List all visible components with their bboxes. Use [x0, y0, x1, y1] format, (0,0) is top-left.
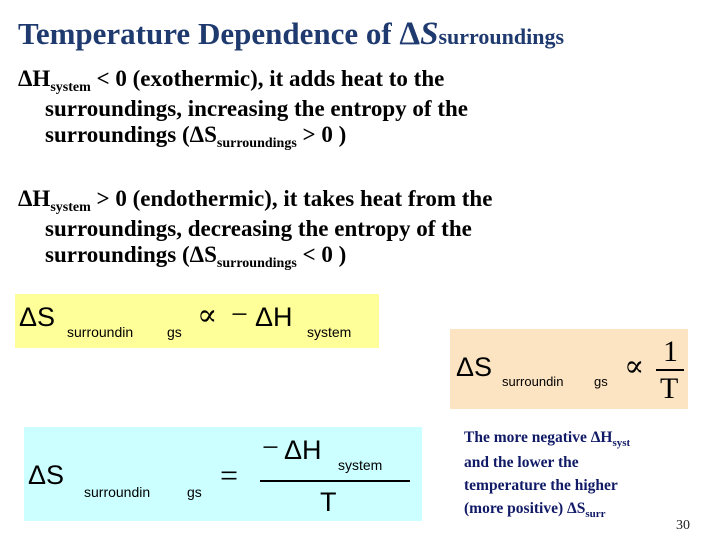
- eq2-sub-b: gs: [594, 374, 608, 389]
- para1-line2: surroundings, increasing the entropy of the: [45, 96, 468, 121]
- eq1-minus: −: [231, 298, 248, 331]
- para1-sub3: surroundings: [216, 136, 297, 151]
- eq3-num-sub: system: [338, 457, 383, 473]
- eq1-sub-a: surroundin: [67, 324, 134, 340]
- eq2-lhs: ΔS: [456, 352, 493, 382]
- slide-title: [18, 16, 564, 53]
- title-subscript: surroundings: [438, 24, 565, 49]
- eq3-sub-b: gs: [187, 484, 202, 500]
- title-text: Temperature Dependence of: [18, 16, 400, 51]
- eq3-denominator: T: [320, 487, 337, 517]
- note-text4: (more positive) ΔS: [464, 500, 586, 517]
- page-number: 30: [676, 518, 690, 533]
- eq1-sub-b: gs: [167, 324, 182, 340]
- proportional-temperature-equation: [450, 329, 688, 409]
- note-sub4: surr: [585, 508, 606, 520]
- explanation-note: [464, 426, 704, 522]
- eq2-denominator: T: [660, 372, 679, 405]
- eq2-proportional: ∝: [624, 350, 645, 383]
- para2-text1: > 0 (endothermic), it takes heat from the: [90, 186, 493, 211]
- note-text1: The more negative ΔH: [464, 429, 613, 446]
- para2-text3a: surroundings (ΔS: [45, 242, 217, 267]
- eq1-proportional: ∝: [197, 299, 218, 332]
- eq2-numerator: 1: [663, 335, 678, 368]
- endothermic-paragraph: [18, 186, 492, 272]
- para2-sub3: surroundings: [216, 256, 297, 271]
- note-line2: and the lower the: [464, 454, 579, 471]
- para1-dh: ΔH: [18, 66, 51, 91]
- proportional-enthalpy-equation: [15, 294, 379, 348]
- title-s: S: [420, 16, 439, 52]
- para2-line2: surroundings, decreasing the entropy of the: [45, 216, 472, 241]
- para2-line3: [18, 242, 492, 272]
- eq1-lhs: ΔS: [19, 302, 56, 332]
- para2-line1: [18, 186, 492, 216]
- note-sub1: syst: [612, 437, 631, 449]
- para2-text3b: < 0 ): [296, 242, 347, 267]
- eq2-fraction-bar: [656, 369, 684, 371]
- para1-text1: < 0 (exothermic), it adds heat to the: [90, 66, 445, 91]
- eq1-rhs: ΔH: [255, 302, 293, 332]
- note-line3: temperature the higher: [464, 477, 618, 494]
- exothermic-paragraph: [18, 66, 468, 152]
- note-line4: [464, 497, 704, 522]
- eq3-numerator: ΔH: [284, 435, 322, 465]
- eq3-fraction-bar: [260, 480, 410, 482]
- entropy-equals-equation: [24, 427, 422, 521]
- eq1-rhs-sub: system: [307, 324, 352, 340]
- eq3-equals: =: [220, 457, 239, 493]
- title-delta: Δ: [399, 16, 421, 52]
- eq3-lhs: ΔS: [28, 460, 65, 490]
- eq3-num-minus: −: [262, 431, 279, 464]
- para1-line3: [18, 122, 468, 152]
- para1-text3a: surroundings (ΔS: [45, 122, 217, 147]
- para1-line1: [18, 66, 468, 96]
- note-line1: [464, 426, 704, 451]
- eq3-sub-a: surroundin: [84, 484, 151, 500]
- eq2-sub-a: surroundin: [502, 374, 564, 389]
- para1-sub: system: [50, 80, 91, 95]
- para1-text3b: > 0 ): [296, 122, 347, 147]
- para2-dh: ΔH: [18, 186, 51, 211]
- para2-sub: system: [50, 200, 91, 215]
